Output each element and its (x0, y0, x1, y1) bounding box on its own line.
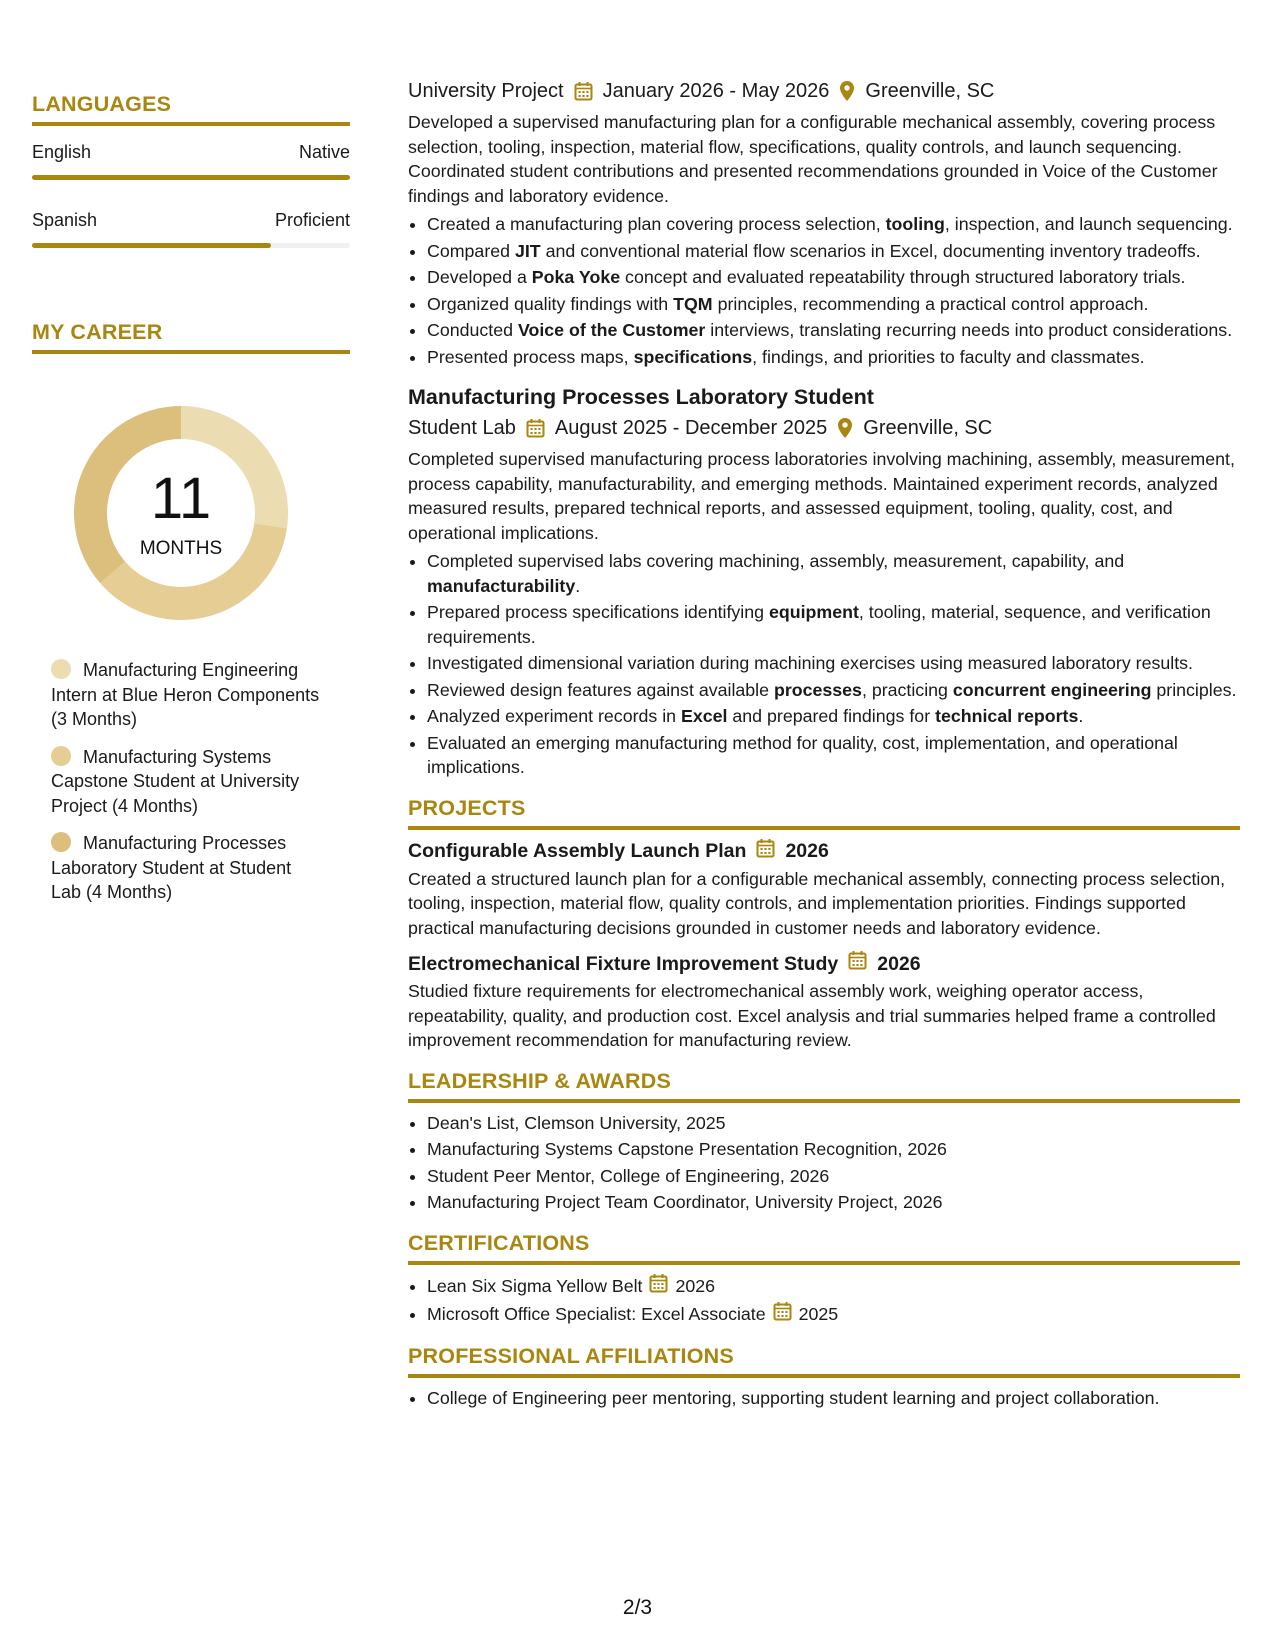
certification-row (427, 1301, 1240, 1328)
project-description: Studied fixture requirements for electromechanical assembly work, weighing operator access, repeatability, quality, and production cost. Excel analysis and trial summaries helped frame a controlled improvement recommendation for manufacturing review. (408, 981, 1216, 1050)
section-rule (408, 1261, 1240, 1265)
language-name: Spanish (32, 210, 98, 230)
language-level-fill (32, 175, 350, 180)
bullet-text: and conventional material flow scenarios in Excel, documenting inventory tradeoffs. (540, 240, 1201, 261)
section-rule (408, 1374, 1240, 1378)
job-bullet (427, 678, 1240, 703)
career-total-months: 11 (150, 466, 212, 531)
job-bullet (427, 265, 1240, 290)
bullet-text: interviews, translating recurring needs into product considerations. (705, 320, 1233, 340)
sidebar (32, 92, 350, 918)
bullet-text: . (1078, 706, 1084, 726)
job-meta (408, 78, 1240, 104)
legend-label: Manufacturing Processes Laboratory Student at Student Lab (4 Months) (51, 833, 292, 902)
bullet-text: principles, recommending a practical control approach. (712, 293, 1149, 314)
bullet-keyword: technical reports (935, 706, 1079, 726)
awards-title: LEADERSHIP & AWARDS (408, 1068, 672, 1093)
job-bullet (427, 212, 1240, 237)
job-bullet (427, 345, 1240, 370)
certification-name: • Lean Six Sigma Yellow Belt (427, 1275, 643, 1296)
company-name: Student Lab (408, 416, 516, 439)
certifications-title: CERTIFICATIONS (408, 1230, 590, 1255)
bullet-text: Conducted (427, 320, 518, 340)
project-heading (408, 950, 1240, 977)
bullet-text: concept and evaluated repeatability through structured laboratory trials. (620, 267, 1186, 287)
bullet-keyword: Poka Yoke (531, 267, 621, 287)
section-rule (32, 122, 350, 126)
job-bullet (427, 731, 1240, 780)
career-legend-item (51, 658, 321, 732)
certifications-list (408, 1273, 1240, 1328)
main-content (408, 78, 1240, 1412)
legend-dot (51, 832, 71, 852)
project-item (408, 950, 1240, 1053)
calendar-icon (773, 1301, 792, 1328)
job-location: Greenville, SC (865, 79, 995, 102)
project-year: 2026 (785, 840, 829, 862)
language-level-fill (32, 243, 271, 248)
languages-title: LANGUAGES (32, 92, 172, 116)
certification-year: 2025 (798, 1304, 839, 1324)
bullet-text: , inspection, and launch sequencing. (944, 214, 1233, 234)
certifications-section (408, 1231, 1240, 1328)
bullet-keyword: JIT (514, 240, 541, 261)
career-title: MY CAREER (32, 320, 163, 344)
legend-dot (51, 659, 71, 679)
career-legend (32, 658, 321, 905)
bullet-keyword: specifications (633, 346, 753, 367)
career-section (32, 320, 350, 905)
section-rule (408, 1099, 1240, 1103)
bullet-text: Developed a (427, 267, 532, 287)
career-months-label: MONTHS (139, 538, 223, 559)
section-rule (408, 826, 1240, 830)
projects-section (408, 796, 1240, 1053)
job-meta (408, 415, 1240, 441)
job-bullet (427, 292, 1240, 317)
career-donut-chart (66, 398, 296, 628)
job-bullet (427, 651, 1240, 676)
project-heading (408, 838, 1240, 865)
experience-entry (408, 383, 1240, 780)
awards-section (408, 1069, 1240, 1215)
calendar-icon (526, 418, 545, 438)
legend-label: Manufacturing Systems Capstone Student at University Project (4 Months) (51, 746, 300, 816)
bullet-text: Presented process maps, (427, 346, 634, 367)
bullet-text: Investigated dimensional variation during machining exercises using measured laboratory results. (427, 653, 1193, 673)
certification-item (427, 1301, 1240, 1328)
bullet-keyword: Voice of the Customer (517, 320, 706, 340)
page-number: 2/3 (622, 1596, 653, 1619)
job-bullet (427, 318, 1240, 343)
career-legend-item (51, 831, 321, 905)
certification-row (427, 1273, 1240, 1300)
bullet-keyword: concurrent engineering (952, 679, 1152, 700)
bullet-keyword: processes (773, 679, 862, 700)
language-level-bar (32, 175, 350, 180)
bullet-text: Analyzed experiment records in (427, 706, 681, 726)
project-year: 2026 (877, 952, 921, 975)
map-pin-icon (839, 80, 855, 102)
job-bullet (427, 704, 1240, 729)
award-item: • Student Peer Mentor, College of Engineering, 2026 (427, 1164, 1240, 1189)
language-level: Native (298, 142, 350, 162)
language-name: English (32, 142, 92, 162)
award-item: • Dean's List, Clemson University, 2025 (427, 1111, 1240, 1136)
bullet-text: , practicing (861, 679, 953, 700)
experience-entry (408, 78, 1240, 369)
bullet-text: Completed supervised labs covering machining, assembly, measurement, capability, and (427, 551, 1125, 571)
job-bullet (427, 549, 1240, 598)
job-bullets (408, 212, 1240, 369)
bullet-keyword: manufacturability (427, 575, 576, 596)
bullet-text: Prepared process specifications identifying (427, 602, 769, 622)
map-pin-icon (837, 417, 853, 439)
job-summary: Completed supervised manufacturing process laboratories involving machining, assembly, measurement, process capability, manufacturability, and emerging methods. Maintained experiment records, analyzed measured results, prepared technical reports, and assessed equipment, tooling, quality, cost, and operational implications. (408, 449, 1235, 543)
job-summary: Developed a supervised manufacturing plan for a configurable mechanical assembly, covering process selection, tooling, inspection, material flow, specifications, quality controls, and launch sequencing. Coordinated student contributions and presented recommendations grounded in Voice of the Customer findings and laboratory evidence. (408, 112, 1218, 206)
job-dates: January 2026 - May 2026 (602, 79, 830, 102)
language-row (32, 210, 350, 231)
bullet-text: and prepared findings for (727, 706, 936, 726)
affiliations-title: PROFESSIONAL AFFILIATIONS (408, 1343, 734, 1368)
project-item (408, 838, 1240, 941)
bullet-text: Evaluated an emerging manufacturing method for quality, cost, implementation, and operational implications. (427, 732, 1178, 777)
section-rule (32, 350, 350, 354)
award-item: • Manufacturing Systems Capstone Presentation Recognition, 2026 (427, 1137, 1240, 1162)
calendar-icon (848, 950, 867, 977)
legend-dot (51, 746, 71, 766)
project-name: Electromechanical Fixture Improvement Study (408, 952, 839, 975)
job-title: Manufacturing Processes Laboratory Student (408, 385, 874, 409)
job-bullet (427, 239, 1240, 264)
projects-title: PROJECTS (408, 795, 526, 820)
calendar-icon (756, 838, 775, 865)
bullet-keyword: equipment (768, 602, 859, 622)
bullet-text: , findings, and priorities to faculty and classmates. (752, 346, 1145, 367)
job-dates: August 2025 - December 2025 (554, 416, 828, 439)
affiliations-section (408, 1344, 1240, 1411)
bullet-keyword: TQM (673, 293, 713, 314)
job-bullets (408, 549, 1240, 780)
bullet-text: Compared (427, 240, 515, 261)
affiliations-list (408, 1386, 1240, 1411)
bullet-text: principles. (1151, 679, 1237, 700)
bullet-keyword: Excel (681, 706, 728, 726)
bullet-text: Created a manufacturing plan covering process selection, (427, 214, 886, 234)
affiliation-item: • College of Engineering peer mentoring, supporting student learning and project collaboration. (427, 1386, 1240, 1411)
project-description: Created a structured launch plan for a configurable mechanical assembly, connecting process selection, tooling, inspection, material flow, quality controls, and implementation priorities. Findings supported practical manufacturing decisions grounded in customer needs and laboratory evidence. (408, 868, 1226, 938)
certification-item (427, 1273, 1240, 1300)
bullet-text: . (575, 575, 581, 596)
language-level: Proficient (274, 210, 350, 230)
calendar-icon (649, 1273, 668, 1300)
company-name: University Project (408, 79, 564, 102)
bullet-text: Organized quality findings with (427, 293, 674, 314)
project-name: Configurable Assembly Launch Plan (408, 840, 747, 862)
awards-list (408, 1111, 1240, 1215)
career-legend-item (51, 745, 321, 819)
languages-section (32, 92, 350, 248)
language-row (32, 142, 350, 163)
calendar-icon (574, 81, 593, 101)
job-bullet (427, 600, 1240, 649)
bullet-text: , tooling, material, sequence, and verification requirements. (427, 602, 1211, 647)
language-level-bar (32, 243, 350, 248)
legend-label: Manufacturing Engineering Intern at Blue Heron Components (3 Months) (51, 660, 320, 729)
certification-year: 2026 (675, 1275, 716, 1296)
job-location: Greenville, SC (863, 416, 993, 439)
bullet-text: Reviewed design features against available (427, 679, 774, 700)
bullet-keyword: tooling (885, 214, 945, 234)
certification-name: • Microsoft Office Specialist: Excel Associate (427, 1304, 766, 1324)
award-item: • Manufacturing Project Team Coordinator, University Project, 2026 (427, 1190, 1240, 1215)
